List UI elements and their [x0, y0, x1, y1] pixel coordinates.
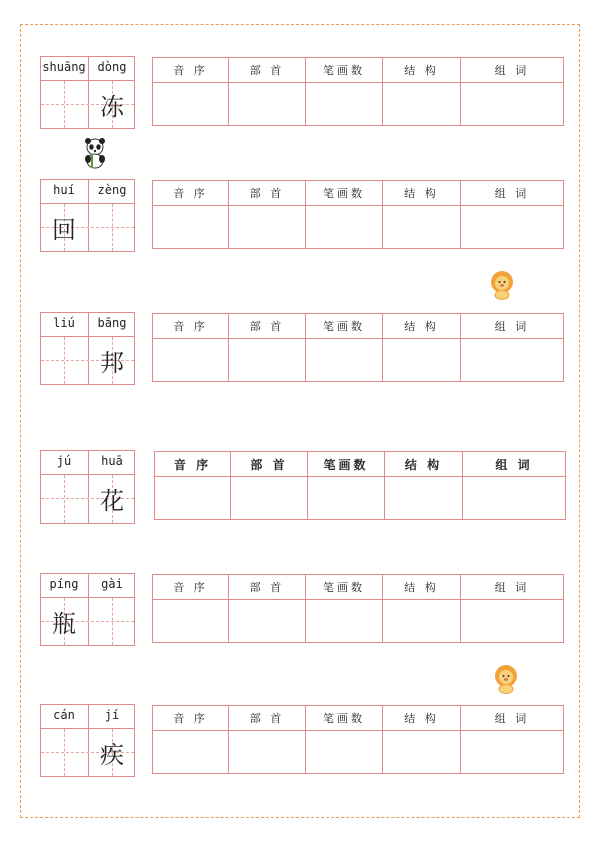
header-zuci: 组 词: [461, 706, 564, 731]
header-yinxu: 音 序: [155, 452, 231, 477]
pinyin-2: bāng: [97, 316, 127, 330]
header-bihuashu: 笔画数: [308, 452, 385, 477]
yinxu-cell[interactable]: [153, 600, 229, 643]
jiegou-cell[interactable]: [383, 83, 461, 126]
header-jiegou: 结 构: [383, 706, 461, 731]
bushou-cell[interactable]: [229, 83, 306, 126]
jiegou-cell[interactable]: [383, 206, 461, 249]
header-jiegou: 结 构: [383, 314, 461, 339]
bihuashu-cell[interactable]: [306, 600, 383, 643]
hanzi-1: 回: [52, 216, 76, 244]
hanzi-2: 冻: [100, 93, 124, 121]
header-yinxu: 音 序: [153, 706, 229, 731]
header-bihuashu: 笔画数: [306, 706, 383, 731]
zuci-cell[interactable]: [461, 731, 564, 774]
header-bihuashu: 笔画数: [306, 314, 383, 339]
bushou-cell[interactable]: [231, 477, 308, 520]
header-zuci: 组 词: [461, 575, 564, 600]
tianzige-box: [40, 704, 135, 777]
panda-icon: [82, 137, 108, 169]
hanzi-1: 瓶: [52, 610, 76, 638]
pinyin-2: zèng: [97, 183, 127, 197]
zuci-cell[interactable]: [461, 600, 564, 643]
tianzige-box: [40, 56, 135, 129]
zuci-cell[interactable]: [461, 339, 564, 382]
header-zuci: 组 词: [463, 452, 566, 477]
header-yinxu: 音 序: [153, 58, 229, 83]
yinxu-cell[interactable]: [155, 477, 231, 520]
pinyin-1: jú: [56, 454, 72, 468]
pinyin-1: shuāng: [42, 60, 86, 74]
header-jiegou: 结 构: [383, 58, 461, 83]
pinyin-2: gài: [101, 577, 123, 591]
lion-icon: [488, 270, 516, 300]
info-table: [152, 705, 564, 774]
bihuashu-cell[interactable]: [306, 731, 383, 774]
bushou-cell[interactable]: [229, 206, 306, 249]
pinyin-2: jí: [104, 708, 120, 722]
zuci-cell[interactable]: [463, 477, 566, 520]
jiegou-cell[interactable]: [383, 731, 461, 774]
header-bihuashu: 笔画数: [306, 58, 383, 83]
header-jiegou: 结 构: [385, 452, 463, 477]
info-table: [152, 574, 564, 643]
header-yinxu: 音 序: [153, 575, 229, 600]
header-zuci: 组 词: [461, 181, 564, 206]
tianzige-box: [40, 450, 135, 524]
bushou-cell[interactable]: [229, 731, 306, 774]
info-table: [152, 313, 564, 382]
jiegou-cell[interactable]: [383, 339, 461, 382]
header-bushou: 部 首: [229, 181, 306, 206]
hanzi-2: 花: [100, 487, 124, 515]
bihuashu-cell[interactable]: [308, 477, 385, 520]
bihuashu-cell[interactable]: [306, 206, 383, 249]
bushou-cell[interactable]: [229, 339, 306, 382]
bihuashu-cell[interactable]: [306, 339, 383, 382]
info-table: [154, 451, 566, 520]
bushou-cell[interactable]: [229, 600, 306, 643]
header-bihuashu: 笔画数: [306, 575, 383, 600]
jiegou-cell[interactable]: [385, 477, 463, 520]
header-jiegou: 结 构: [383, 181, 461, 206]
pinyin-1: huí: [53, 183, 75, 197]
pinyin-1: liú: [53, 316, 75, 330]
pinyin-2: dòng: [97, 60, 127, 74]
hanzi-2: 邦: [100, 349, 124, 377]
pinyin-2: huā: [101, 454, 123, 468]
header-bushou: 部 首: [229, 575, 306, 600]
lion-icon: [492, 664, 520, 694]
header-jiegou: 结 构: [383, 575, 461, 600]
header-bushou: 部 首: [229, 314, 306, 339]
yinxu-cell[interactable]: [153, 206, 229, 249]
pinyin-1: píng: [49, 577, 79, 591]
header-zuci: 组 词: [461, 58, 564, 83]
tianzige-box: [40, 179, 135, 252]
header-bihuashu: 笔画数: [306, 181, 383, 206]
bihuashu-cell[interactable]: [306, 83, 383, 126]
zuci-cell[interactable]: [461, 206, 564, 249]
pinyin-1: cán: [53, 708, 75, 722]
yinxu-cell[interactable]: [153, 83, 229, 126]
jiegou-cell[interactable]: [383, 600, 461, 643]
header-bushou: 部 首: [231, 452, 308, 477]
zuci-cell[interactable]: [461, 83, 564, 126]
header-bushou: 部 首: [229, 706, 306, 731]
header-yinxu: 音 序: [153, 314, 229, 339]
tianzige-box: [40, 312, 135, 385]
info-table: [152, 180, 564, 249]
header-zuci: 组 词: [461, 314, 564, 339]
tianzige-box: [40, 573, 135, 646]
header-yinxu: 音 序: [153, 181, 229, 206]
info-table: [152, 57, 564, 126]
yinxu-cell[interactable]: [153, 731, 229, 774]
yinxu-cell[interactable]: [153, 339, 229, 382]
header-bushou: 部 首: [229, 58, 306, 83]
hanzi-2: 疾: [100, 741, 124, 769]
